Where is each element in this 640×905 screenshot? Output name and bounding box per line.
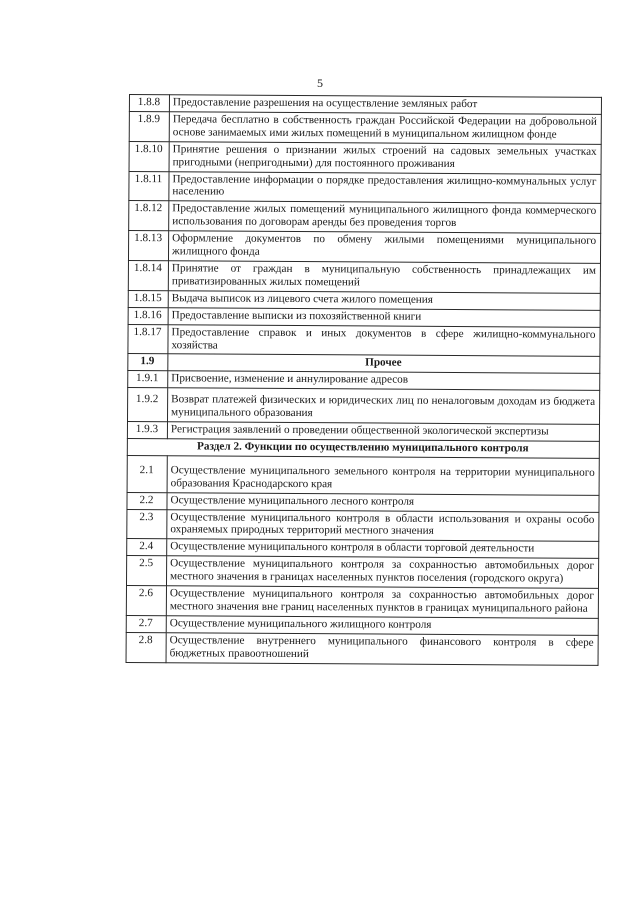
table-row (127, 509, 599, 542)
row-number: 2.4 (127, 539, 167, 556)
row-number: 1.8.10 (129, 141, 169, 171)
row-text: Передача бесплатно в собственность граждан Российской Федерации на добровольной основе занимаемых ими жилых помещений в муниципальном жилищном фонде (169, 112, 601, 144)
row-number: 1.8.14 (128, 260, 168, 290)
table-row (126, 632, 598, 665)
section-title: Раздел 2. Функции по осуществлению муниципального контроля (127, 438, 599, 458)
row-number: 1.8.13 (128, 231, 168, 261)
row-text: Предоставление разрешения на осуществление земляных работ (169, 95, 601, 115)
row-number: 1.9.1 (128, 371, 168, 388)
row-number: 2.5 (126, 556, 166, 586)
row-number: 1.9.2 (127, 388, 167, 422)
table-row (129, 171, 601, 204)
row-number: 1.8.16 (128, 307, 168, 324)
row-number: 1.9 (128, 354, 168, 371)
row-text: Принятие решения о признании жилых строений на садовых земельных участках пригодными (непригодными) для постоянного проживания (169, 141, 601, 173)
table-row (129, 201, 601, 234)
row-text: Оформление документов по обмену жилыми помещениями муниципального жилищного фонда (168, 231, 600, 263)
row-text: Предоставление выписки из похозяйственной книги (168, 307, 600, 327)
table-row (128, 324, 600, 357)
row-text: Осуществление муниципального контроля за сохранностью автомобильных дорог местного значения в границах населенных пунктов поселения (городского округа) (166, 556, 598, 588)
subsection-title: Прочее (168, 354, 600, 374)
table-row (127, 455, 599, 495)
table-row (126, 586, 598, 619)
row-number: 2.1 (127, 455, 167, 492)
table-row (129, 111, 601, 144)
row-text: Регистрация заявлений о проведении общественной экологической экспертизы (167, 422, 599, 442)
row-text: Принятие от граждан в муниципальную собственность принадлежащих им приватизированных жилых помещений (168, 261, 600, 293)
row-text: Осуществление муниципального контроля в области торговой деятельности (167, 539, 599, 559)
functions-table (126, 94, 602, 666)
table-row (126, 556, 598, 589)
row-number: 2.6 (126, 586, 166, 616)
row-number: 1.8.15 (128, 290, 168, 307)
page-number: 5 (317, 76, 323, 90)
row-text: Осуществление муниципального контроля за сохранностью автомобильных дорог местного значения вне границ населенных пунктов в границах муниципального района (166, 586, 598, 618)
row-text: Предоставление жилых помещений муниципального жилищного фонда коммерческого использования по договорам аренды без проведения торгов (169, 201, 601, 233)
row-text: Предоставление справок и иных документов в сфере жилищно-коммунального хозяйства (168, 324, 600, 356)
row-text: Осуществление муниципального лесного контроля (167, 492, 599, 512)
table-row (129, 141, 601, 174)
row-number: 1.8.9 (129, 111, 169, 141)
row-number: 2.8 (126, 632, 166, 662)
table-row (128, 231, 600, 264)
row-text: Осуществление муниципального земельного контроля на территории муниципального образования Краснодарского края (167, 456, 599, 495)
row-number: 1.8.11 (129, 171, 169, 201)
row-number: 2.2 (127, 492, 167, 509)
row-text: Осуществление муниципального жилищного контроля (166, 616, 598, 636)
row-text: Осуществление внутреннего муниципального финансового контроля в сфере бюджетных правоотношений (166, 633, 598, 665)
row-text: Возврат платежей физических и юридических лиц по неналоговым доходам из бюджета муниципального образования (167, 388, 599, 424)
row-text: Осуществление муниципального контроля в области использования и охраны особо охраняемых природных территорий местного значения (167, 509, 599, 541)
row-text: Предоставление информации о порядке предоставления жилищно-коммунальных услуг населению (169, 171, 601, 203)
row-number: 1.9.3 (127, 422, 167, 439)
table-row (128, 260, 600, 293)
row-number: 2.3 (127, 509, 167, 539)
row-number: 2.7 (126, 615, 166, 632)
row-number: 1.8.8 (129, 95, 169, 112)
table-row (127, 388, 599, 425)
row-number: 1.8.12 (129, 201, 169, 231)
row-number: 1.8.17 (128, 324, 168, 354)
row-text: Присвоение, изменение и аннулирование адресов (168, 371, 600, 391)
row-text: Выдача выписок из лицевого счета жилого помещения (168, 291, 600, 311)
